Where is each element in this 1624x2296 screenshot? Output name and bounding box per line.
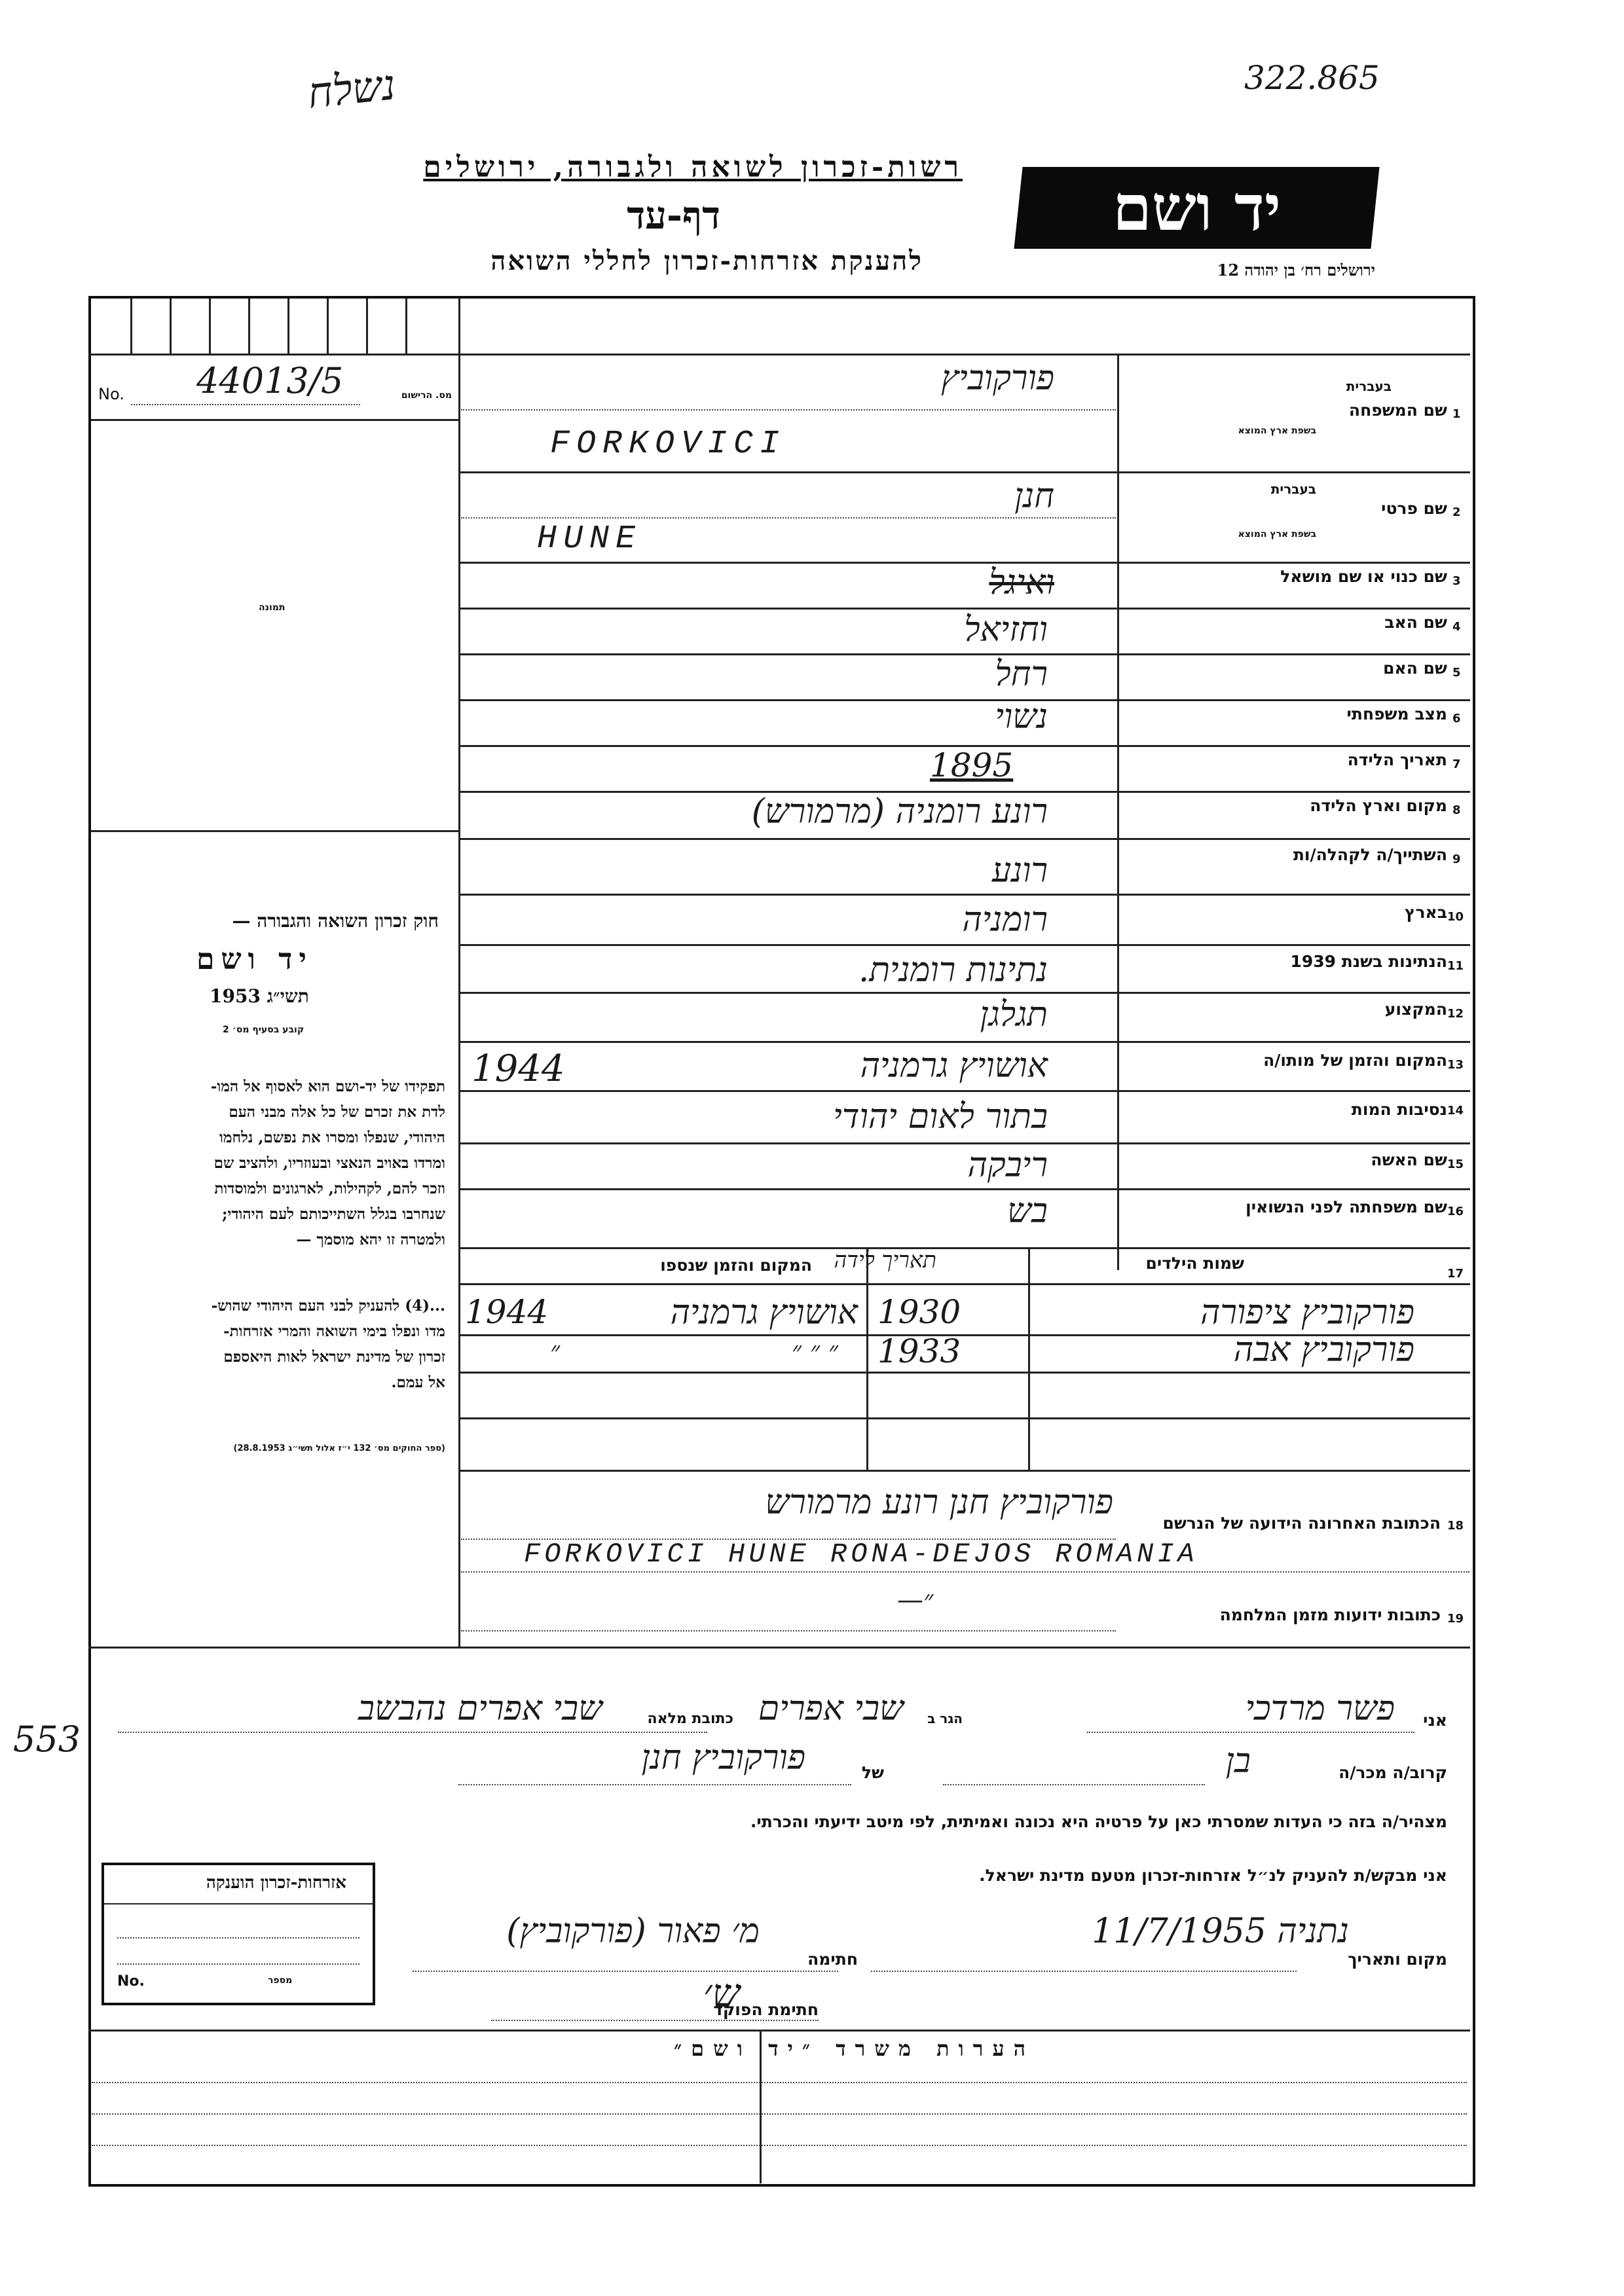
field-1-value-latin: FORKOVICI [550,426,786,463]
decl-ani: אני [1423,1711,1447,1730]
office-notes-title: הערות משרד ״יד ושם״ [674,2036,1035,2061]
yad-vashem-logo: יד ושם [1014,167,1379,249]
child-2-place: ״ ״ ״ [791,1336,838,1366]
field-4-value: וחזיאל [964,610,1048,649]
reg-label: מס. הרישום [401,390,452,401]
field-19-label: כתובות ידועות מזמן המלחמה [1219,1605,1441,1624]
citizenship-box [101,1863,375,2005]
field-9-number: 9 [1452,852,1461,866]
field-16-number: 16 [1447,1205,1464,1218]
field-10-value: רומניה [962,900,1048,939]
field-1-number: 1 [1452,407,1461,421]
decl-gar-b: הגר ב [927,1711,963,1726]
photo-label: תמונה [259,602,286,613]
decl-statement-1: מצהיר/ה בזה כי העדות שמסרתי כאן על פרטיה היא נכונה ואמיתית, לפי מיטב ידיעתי והכרתי. [750,1812,1447,1831]
law-footnote: (ספר החוקים מס׳ 132 י״ז אלול תשי״ג 28.8.1953) [233,1444,445,1453]
field-3-label: שם כנוי או שם מושאל [1280,567,1447,586]
decl-name-value: פשר מרדכי [1245,1689,1395,1728]
field-1-label: שם המשפחה [1348,401,1447,420]
field-13-number: 13 [1447,1058,1464,1072]
field-8-number: 8 [1452,803,1461,817]
field-4-number: 4 [1452,620,1461,634]
field-1-sub-origin: בשפת ארץ המוצא [1238,426,1316,436]
field-2-sub-origin: בשפת ארץ המוצא [1238,529,1316,539]
field-18-number: 18 [1447,1519,1464,1533]
field-12-label: המקצוע [1384,1000,1447,1019]
field-18-value-hebrew: פורקוביץ חנן רונע מרמורש [765,1483,1113,1522]
children-col-birth: תאריך לידה [834,1247,936,1273]
form-title: דף-עד [627,193,720,238]
child-1-name: פורקוביץ ציפורה [1200,1293,1414,1332]
field-4-label: שם האב [1384,613,1447,632]
field-9-label: השתייך/ה לקהלה/ות [1293,845,1447,864]
law-section: קובע בסעיף מס׳ 2 [223,1025,304,1035]
child-1-place: אושויץ גרמניה [670,1293,858,1332]
decl-address-label: כתובת מלאה [647,1711,733,1727]
field-11-label: הנתינות בשנת 1939 [1290,952,1447,971]
law-name: יד ושם [196,943,313,976]
org-address: ירושלים רח׳ בן יהודה 12 [1217,261,1375,280]
child-1-birth: 1930 [877,1293,961,1331]
field-15-number: 15 [1447,1157,1464,1171]
decl-address-value: שבי אפרים נהבשב [358,1689,602,1728]
signature-label: חתימה [807,1950,858,1969]
field-12-value: תגלגן [980,995,1048,1034]
field-13-label: המקום והזמן של מותו/ה [1263,1051,1447,1070]
archive-number: 322.865 [1244,59,1380,97]
field-15-value: ריבקה [967,1146,1048,1185]
signature-value: מ׳ פאור (פורקוביץ) [506,1912,760,1951]
field-17-number: 17 [1447,1267,1464,1281]
field-2-value-hebrew: חנן [1014,477,1054,516]
decl-statement-2: אני מבקש/ת להעניק לנ״ל אזרחות-זכרון מטעם מדינת ישראל. [979,1866,1447,1885]
field-13-value-place: אושויץ גרמניה [860,1046,1048,1085]
field-2-number: 2 [1452,505,1461,519]
field-18-value-latin: FORKOVICI HUNE RONA-DEJOS ROMANIA [524,1539,1198,1570]
law-title: חוק זכרון השואה והגבורה — [232,910,439,932]
child-1-year: 1944 [465,1293,549,1331]
decl-side-number: 553 [13,1719,81,1760]
decl-relation-value: בן [1225,1741,1251,1781]
field-2-sub-hebrew: בעברית [1270,481,1316,497]
form-subtitle: להענקת אזרחות-זכרון לחללי השואה [490,246,923,276]
law-year: תשי״ג 1953 [210,985,309,1007]
field-2-label: שם פרטי [1381,499,1447,518]
field-14-value: בתור לאום יהודי [833,1097,1048,1137]
org-line: רשות-זכרון לשואה ולגבורה, ירושלים [423,151,963,184]
field-5-label: שם האם [1383,659,1447,678]
field-1-value-hebrew: פורקוביץ [940,359,1054,398]
field-2-value-latin: HUNE [537,520,642,558]
field-10-number: 10 [1447,910,1464,924]
place-date-value: נתניה 11/7/1955 [1092,1912,1349,1951]
field-7-value: 1895 [930,746,1014,784]
field-6-number: 6 [1452,712,1461,725]
decl-of-value: פורקוביץ חנן [641,1738,805,1777]
field-9-value: רונע [991,851,1048,890]
field-10-label: בארץ [1404,903,1447,922]
field-3-number: 3 [1452,574,1461,588]
decl-city-value: שבי אפרים [758,1689,904,1728]
field-7-label: תאריך הלידה [1347,750,1447,769]
field-14-label: נסיבות המות [1351,1100,1447,1119]
place-date-label: מקום ותאריך [1348,1950,1447,1969]
field-19-value: —״ [897,1585,934,1615]
decl-relative-label: קרוב/ה מכר/ה [1338,1763,1447,1782]
field-14-number: 14 [1447,1104,1464,1118]
decl-shel: של [861,1763,884,1782]
citizenship-no-label: No. [117,1973,145,1990]
field-16-label: שם משפחתה לפני הנשואין [1246,1197,1447,1216]
child-2-year: ״ [550,1336,561,1366]
field-5-number: 5 [1452,666,1461,680]
children-label: שמות הילדים [1145,1254,1244,1273]
field-19-number: 19 [1447,1612,1464,1626]
field-8-value: רונע רומניה (מרמורש) [751,792,1048,831]
field-16-value: בש [1007,1192,1048,1231]
field-13-value-year: 1944 [471,1048,565,1090]
field-6-label: מצב משפחתי [1346,704,1447,723]
citizenship-title: אזרחות-זכרון הוענקה [206,1873,346,1893]
child-2-name: פורקוביץ אבה [1233,1330,1414,1370]
field-3-value: ואיגל [989,563,1054,602]
law-paragraph-2: ...(4) להעניק לבני העם היהודי שהוש- מדו ונפלו בימי השואה והמרי אזרחות- זכרון של מדינת ישראל לאות היאספם אל עמם. [211,1297,445,1391]
registration-grid [91,299,458,354]
law-paragraph-1: תפקידו של יד-ושם הוא לאסוף אל המו- לדת את זכרם של כל אלה מבני העם היהודי, שנפלו ומסרו את נפשם, נלחמו ומרדו באויב הנאצי ובעוזריו, ולהציב שם וזכר להם, לקהילות, לארגונים ולמוסדות שנחרבו בגלל השתייכותם לעם היהודי; ולמטרה זו יהא מוסמך — [210,1078,445,1248]
field-18-label: הכתובת האחרונה הידועה של הנרשם [1162,1514,1441,1533]
officer-label: חתימת הפוקד [713,2000,819,2019]
field-5-value: רחל [995,655,1048,694]
field-7-number: 7 [1452,757,1461,771]
field-12-number: 12 [1447,1007,1464,1021]
top-note: נשלח [305,61,398,118]
field-11-number: 11 [1447,959,1464,973]
field-6-value: נשוי [995,697,1048,737]
field-11-value: נתינות רומנית. [858,951,1048,990]
reg-value: 44013/5 [196,360,344,401]
field-8-label: מקום וארץ הלידה [1310,796,1447,815]
citizenship-number-label: מספר [268,1975,293,1986]
field-15-label: שם האשה [1371,1150,1447,1169]
reg-no-label: No. [98,385,124,403]
officer-signature: ש׳ [703,1971,740,2016]
children-col-place: המקום והזמן שנספו [660,1256,812,1275]
field-1-sub-hebrew: בעברית [1346,378,1392,394]
child-2-birth: 1933 [877,1332,961,1370]
